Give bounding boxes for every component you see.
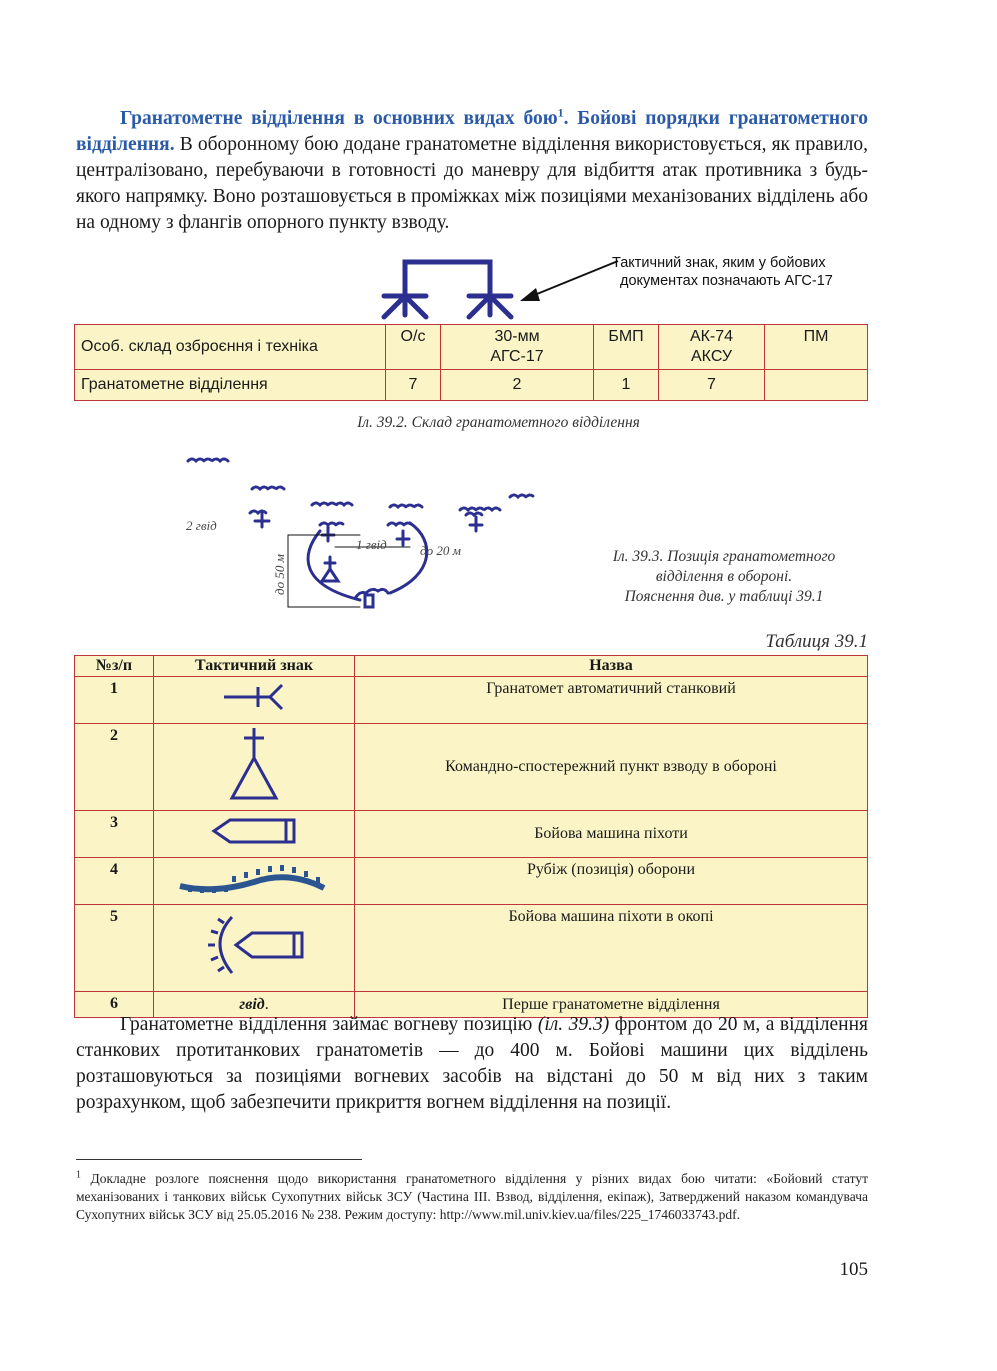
tactical-signs-table [74, 655, 868, 1018]
label-do50: до 50 м [272, 554, 287, 595]
label-1gvid: 1 гвід [356, 537, 387, 552]
footnote: $^1$ Докладне розлоге пояснення щодо використання гранатометного відділення у різних видах бою читати: «Бойовий статут механізованих і танкових військ Сухопутних військ ЗСУ (Частина ІІІ. Взвод, відділення, екіпаж), Затверджений наказом командувача Сухопутних військ ЗСУ від 25.05.2016 № 238. Режим доступу: http://www.mil.univ.kiev.ua/files/225_1746033743.pdf. [76, 1169, 868, 1222]
header-num: №з/п [75, 656, 154, 677]
cell-bmp: 1 [594, 370, 659, 401]
cell-os: 7 [386, 370, 441, 401]
table-row: 5 Бойова машина піхоти в окопі [75, 905, 868, 992]
table-row: 6 гвід. Перше гранатометне відділення [75, 992, 868, 1018]
header-cell-personnel: Особ. склад озброєння і техніка [75, 325, 386, 370]
callout-arrow-icon [514, 258, 624, 306]
figure-caption-39-3: Іл. 39.3. Позиція гранатометного відділення в обороні. Пояснення див. у таблиці 39.1 [612, 548, 836, 605]
composition-table [74, 324, 868, 401]
table-row: 3 Бойова машина піхоти [75, 811, 868, 858]
table-number: Таблиця 39.1 [765, 631, 868, 652]
label-2gvid: 2 гвід [186, 518, 217, 533]
header-cell-bmp: БМП [594, 325, 659, 370]
header-name: Назва [355, 656, 868, 677]
header-cell-os: О/с [386, 325, 441, 370]
grenade-launcher-icon [214, 677, 294, 717]
intro-text: В оборонному бою додане гранатометне відділення використовується, як правило, централізовано, перебуваючи в готовності до маневру для відбиття атак противника з будь-якого напрямку. Воно розташовується в проміжках між позиціями механізованих відділень або на одному з флангів опорного пункту взводу. [76, 134, 868, 233]
intro-paragraph [76, 106, 868, 236]
section-heading: Гранатометне відділення в основних видах бою$^1$. Бойові порядки гранатометного відділення. [76, 105, 868, 155]
cell-pm [765, 370, 868, 401]
header-cell-ak: АК-74 АКСУ [659, 325, 765, 370]
position-diagram [160, 445, 560, 625]
row-label: Гранатометне відділення [75, 370, 386, 401]
table-row: 1 Гранатомет автоматичний станковий [75, 677, 868, 724]
header-cell-pm: ПМ [765, 325, 868, 370]
ifv-entrenched-icon [194, 905, 314, 985]
callout-text: Тактичний знак, яким у бойових документах позначають АГС-17 [612, 255, 833, 289]
footnote-separator [76, 1159, 362, 1160]
label-do20: до 20 м [420, 543, 461, 558]
ifv-icon [204, 811, 304, 851]
gvid-sign: гвід. [154, 992, 355, 1018]
figure-reference: (іл. 39.3) [537, 1014, 610, 1035]
header-sign: Тактичний знак [154, 656, 355, 677]
figure-caption-39-2: Іл. 39.2. Склад гранатометного відділення [357, 414, 640, 431]
cell-ags: 2 [441, 370, 594, 401]
page-number: 105 [839, 1259, 868, 1280]
footnote-ref: 1 [557, 105, 564, 120]
cell-ak: 7 [659, 370, 765, 401]
closing-paragraph: Гранатометне відділення займає вогневу позицію (іл. 39.3) фронтом до 20 м, а відділення станкових протитанкових гранатометів — до 400 м. Бойові машини цих відділень розташовуються за позиціями вогневих засобів на відстані до 50 м від них з таким розрахунком, щоб забезпечити прикриття вогнем відділення на позиції. [76, 1014, 868, 1113]
defense-line-icon [174, 858, 334, 898]
header-cell-ags: 30-мм АГС-17 [441, 325, 594, 370]
command-post-icon [214, 724, 294, 804]
table-row: 4 Рубіж (позиція) оборони [75, 858, 868, 905]
table-row: 2 Командно-спостережний пункт взводу в обороні [75, 724, 868, 811]
